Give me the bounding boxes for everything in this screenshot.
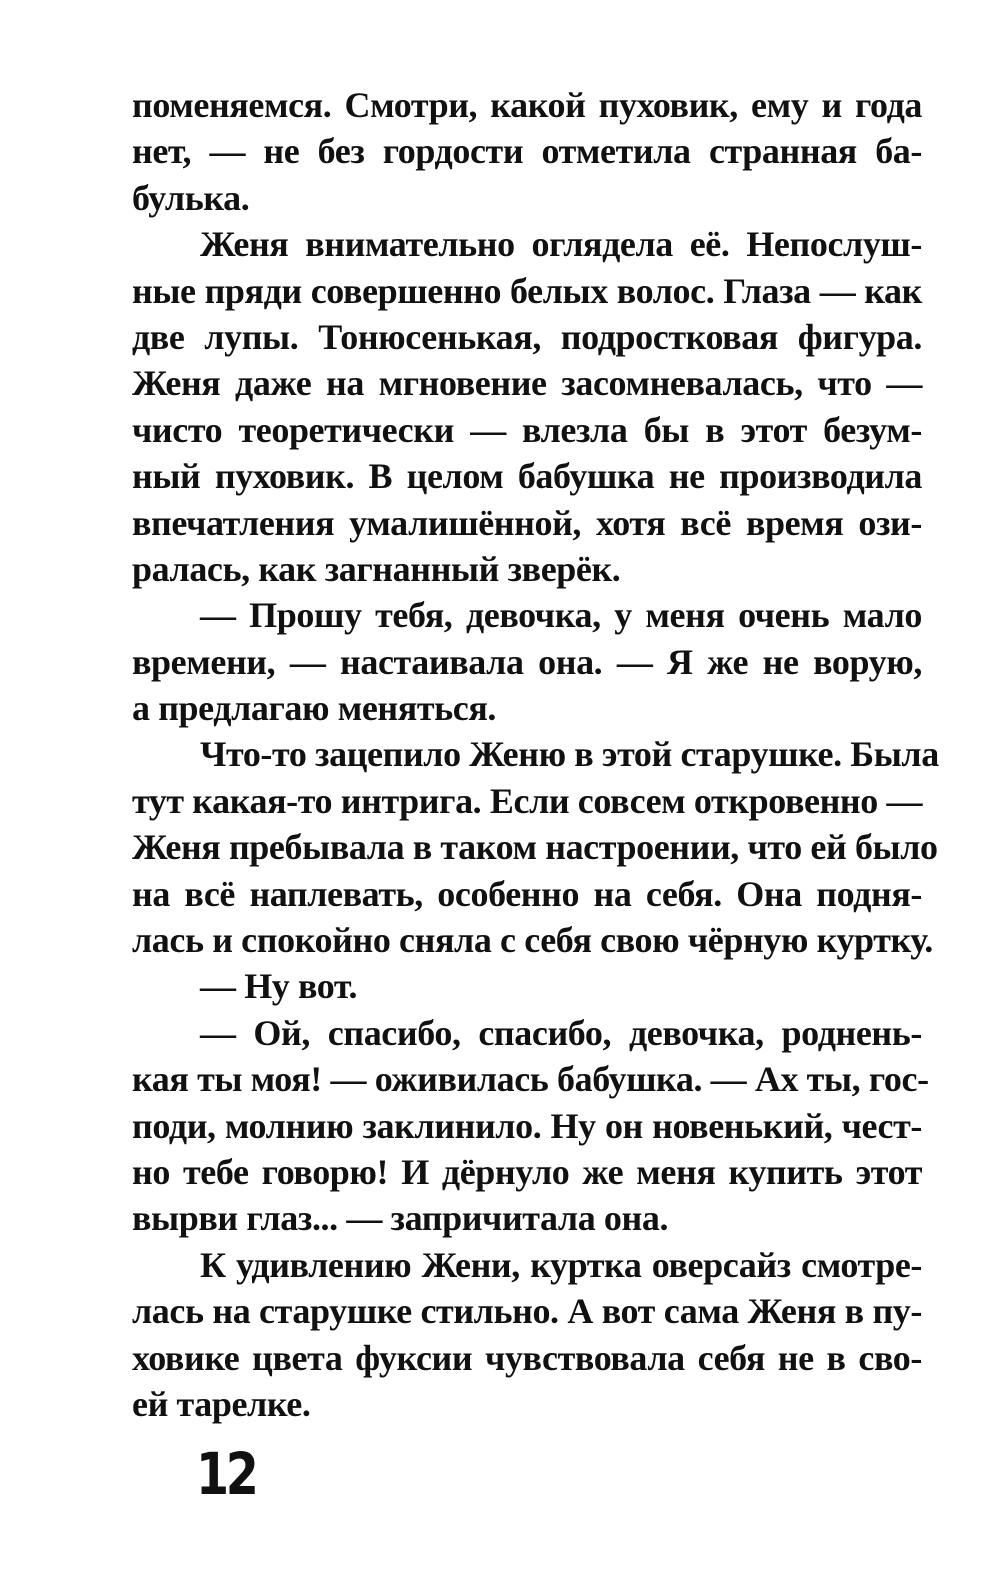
text-line: вырви глаз... — запричитала она. xyxy=(132,1198,669,1239)
text-line: ховике цвета фуксии чувствовала себя не в сво- xyxy=(132,1337,922,1378)
text-line: кая ты моя! — оживилась бабушка. — Ах ты, гос- xyxy=(132,1059,929,1100)
text-line: нет, — не без гордости отметила странная ба- xyxy=(132,131,922,172)
body-text xyxy=(132,82,939,1427)
text-line: а предлагаю меняться. xyxy=(132,688,497,729)
text-line: лась на старушке стильно. А вот сама Женя в пу- xyxy=(132,1291,922,1332)
text-line: К удивлению Жени, куртка оверсайз смотре- xyxy=(200,1244,922,1285)
text-line: — Прошу тебя, девочка, у меня очень мало xyxy=(200,595,922,636)
text-line: тут какая-то интрига. Если совсем откровенно — xyxy=(132,780,923,821)
text-line: ей тарелке. xyxy=(132,1383,311,1424)
text-line: времени, — настаивала она. — Я же не ворую, xyxy=(132,641,922,682)
text-line: на всё наплевать, особенно на себя. Она подня- xyxy=(132,873,922,914)
page-number: 12 xyxy=(196,1440,256,1508)
text-line: две лупы. Тонюсенькая, подростковая фигура. xyxy=(132,316,922,357)
text-line: Женя внимательно оглядела её. Непослуш- xyxy=(200,224,922,265)
text-line: — Ну вот. xyxy=(200,966,358,1007)
text-line: поди, молнию заклинило. Ну он новенький, чест- xyxy=(132,1105,922,1146)
text-line: поменяемся. Смотри, какой пуховик, ему и года xyxy=(132,85,922,125)
text-line: булька. xyxy=(132,177,250,218)
text-line: лась и спокойно сняла с себя свою чёрную куртку. xyxy=(132,920,933,961)
text-line: — Ой, спасибо, спасибо, девочка, роднень- xyxy=(200,1012,922,1053)
text-line: Что-то зацепило Женю в этой старушке. Была xyxy=(200,734,939,775)
text-line: чисто теоретически — влезла бы в этот безум- xyxy=(132,409,922,450)
text-line: ные пряди совершенно белых волос. Глаза — как xyxy=(132,270,922,311)
text-line: ный пуховик. В целом бабушка не производила xyxy=(132,456,922,497)
text-line: впечатления умалишённой, хотя всё время ози- xyxy=(132,502,922,543)
text-line: Женя пребывала в таком настроении, что ей было xyxy=(132,827,938,868)
text-line: Женя даже на мгновение засомневалась, что — xyxy=(132,363,922,404)
text-line: ралась, как загнанный зверёк. xyxy=(132,548,621,589)
text-line: но тебе говорю! И дёрнуло же меня купить этот xyxy=(132,1151,922,1192)
